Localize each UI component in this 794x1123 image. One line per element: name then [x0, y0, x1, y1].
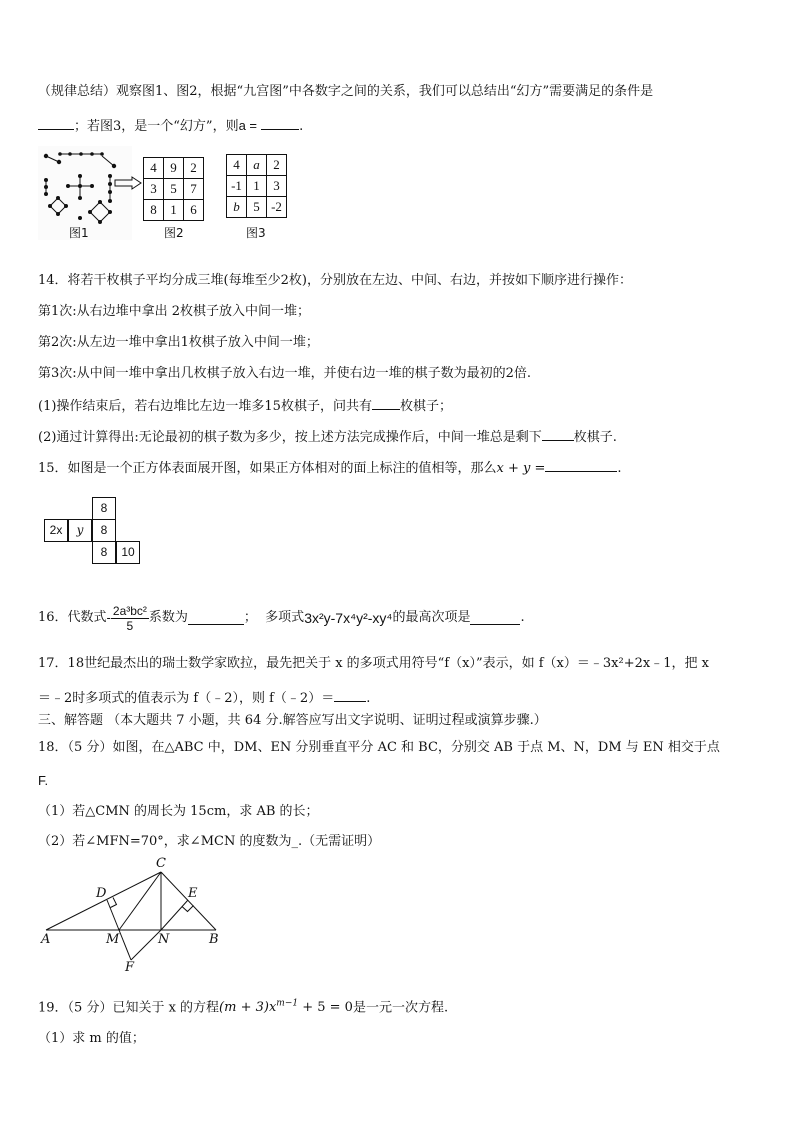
label-E: E: [188, 886, 198, 901]
label-F: F: [125, 960, 135, 975]
answer-blank[interactable]: [470, 612, 520, 625]
equation-exponent: m−1: [276, 999, 299, 1009]
arrow-icon: [114, 176, 142, 194]
equation-part-2: + 5 = 0: [298, 1000, 353, 1016]
q19-sub-1: （1）求 m 的值；: [38, 1031, 145, 1046]
q19-suffix: 是一元一次方程.: [352, 1000, 449, 1016]
answer-blank[interactable]: [372, 397, 400, 410]
fig2-cell: 5: [164, 179, 184, 200]
fig2-cell: 2: [184, 158, 204, 179]
q14-step-2: 第2次:从左边一堆中拿出1枚棋子放入中间一堆；: [38, 335, 319, 350]
q15-text: 15．如图是一个正方体表面展开图，如果正方体相对的面上标注的值相等，那么: [38, 461, 497, 476]
answer-blank[interactable]: [188, 612, 244, 625]
fig2-cell: 4: [144, 158, 164, 179]
fig2-cell: 3: [144, 179, 164, 200]
answer-blank[interactable]: [545, 459, 617, 472]
fig3-cell: 2: [267, 155, 287, 176]
q19-prefix: 19．（5 分）已知关于 x 的方程: [38, 1000, 220, 1016]
net-2x-text: 2x: [49, 523, 63, 537]
fig3-cell: -1: [227, 176, 247, 197]
q14-stem: 14．将若干枚棋子平均分成三堆(每堆至少2枚)，分别放在左边、中间、右边，并按如下顺序进行操作：: [38, 273, 632, 288]
answer-blank[interactable]: [542, 428, 574, 441]
fig3-cell: 4: [227, 155, 247, 176]
q14-sub-1: [38, 397, 452, 415]
intro-line-2: [38, 117, 303, 135]
q14-sub-1-end: 枚棋子；: [399, 399, 452, 414]
net-cell-y: [68, 519, 92, 542]
label-N: N: [158, 932, 170, 947]
fig3-cell: -2: [267, 197, 287, 218]
q14-sub-1-text: (1)操作结束后，若右边堆比左边一堆多15枚棋子，问共有: [38, 399, 372, 414]
label-A: A: [41, 932, 51, 947]
net-cell-2x: [44, 519, 68, 542]
fraction-numerator: 2a³bc²: [112, 603, 147, 618]
q17-line-2: [38, 689, 370, 707]
intro-line-1: （规律总结）观察图1、图2，根据“九宫图”中各数字之间的关系，我们可以总结出“幻方”需要满足的条件是: [38, 84, 654, 99]
fig3-cell: b: [227, 197, 247, 218]
q14-step-3: 第3次:从中间一堆中拿出几枚棋子放入右边一堆，并使右边一堆的棋子数为最初的2倍.: [38, 366, 532, 381]
triangle-diagram: [38, 860, 238, 980]
q14-sub-2-text: (2)通过计算得出:无论最初的棋子数为多少，按上述方法完成操作后，中间一堆总是剩下: [38, 430, 542, 445]
net-y-text: y: [76, 523, 84, 537]
period: .: [520, 610, 525, 625]
fig2-cell: 7: [184, 179, 204, 200]
fig2-cell: 9: [164, 158, 184, 179]
fraction-denominator: 5: [126, 618, 134, 633]
polynomial: 3x²y-7x⁴y²-xy⁴: [304, 610, 393, 626]
equation: [219, 1000, 353, 1015]
fig2-cell: 6: [184, 200, 204, 221]
fig3-cell: 1: [247, 176, 267, 197]
q16-after-text: 的最高次项是: [392, 610, 471, 625]
q16-line: [38, 598, 525, 638]
fig3-cell: a: [247, 155, 267, 176]
q14-sub-2-end: 枚棋子.: [573, 430, 617, 445]
a-variable: a =: [238, 118, 258, 133]
period: .: [617, 461, 622, 476]
q18-line-1: 18．（5 分）如图，在△ABC 中，DM、EN 分别垂直平分 AC 和 BC，分别交 AB 于点 M、N，DM 与 EN 相交于点: [38, 740, 720, 755]
label-B: B: [209, 932, 219, 947]
fraction: [111, 604, 149, 633]
q16-semicolon-text: ； 多项式: [243, 610, 305, 625]
intro-text: ；若图3，是一个“幻方”，则: [74, 119, 239, 134]
label-M: M: [106, 932, 120, 947]
triangle-figure: [38, 856, 238, 980]
label-D: D: [96, 886, 107, 901]
minus-sign: -: [106, 610, 111, 625]
q16-coefficient-text: 系数为: [148, 610, 188, 625]
period: .: [299, 119, 304, 134]
q14-sub-2: [38, 428, 617, 446]
fig2-cell: 1: [164, 200, 184, 221]
section-3-heading: 三、解答题 （本大题共 7 小题，共 64 分.解答应写出文字说明、证明过程或演算步骤.）: [38, 713, 547, 728]
q14-step-1: 第1次:从右边堆中拿出 2枚棋子放入中间一堆；: [38, 304, 311, 319]
net-cell-top: 8: [92, 497, 116, 520]
q18-line-2: F.: [38, 773, 49, 788]
q18-sub-1: （1）若△CMN 的周长为 15cm，求 AB 的长；: [38, 804, 319, 819]
net-cell-right: 10: [116, 541, 140, 564]
figure-1-caption: 图1: [69, 226, 89, 240]
q17-line-1: 17．18世纪最杰出的瑞士数学家欧拉，最先把关于 x 的多项式用符号“f（x）”表示，如 f（x）＝﹣3x²+2x﹣1，把 x: [38, 656, 709, 671]
figure-2-caption: 图2: [164, 226, 184, 240]
fig3-cell: 3: [267, 176, 287, 197]
net-cell-middle: 8: [92, 519, 116, 542]
answer-blank[interactable]: [261, 117, 299, 130]
q18-sub-2: （2）若∠MFN=70°，求∠MCN 的度数为_.（无需证明）: [38, 834, 381, 849]
period: .: [366, 691, 371, 706]
figure-2-grid: [143, 157, 204, 221]
figure-3-caption: 图3: [246, 226, 266, 240]
figure-3-grid: [226, 154, 287, 218]
q17-text: ＝﹣2时多项式的值表示为 f（﹣2），则 f（﹣2）＝: [38, 691, 335, 706]
q15-expression: x + y =: [496, 461, 546, 476]
net-cell-bottom: 8: [92, 541, 116, 564]
q15-stem: [38, 459, 622, 477]
fig3-cell: 5: [247, 197, 267, 218]
cube-net-figure: [42, 497, 142, 569]
equation-part-1: (m + 3)x: [219, 1000, 277, 1016]
answer-blank[interactable]: [38, 117, 74, 130]
fig2-cell: 8: [144, 200, 164, 221]
q16-prefix: 16．代数式: [38, 610, 107, 625]
answer-blank[interactable]: [334, 689, 366, 702]
label-C: C: [156, 856, 166, 871]
q19-line: [38, 996, 448, 1016]
